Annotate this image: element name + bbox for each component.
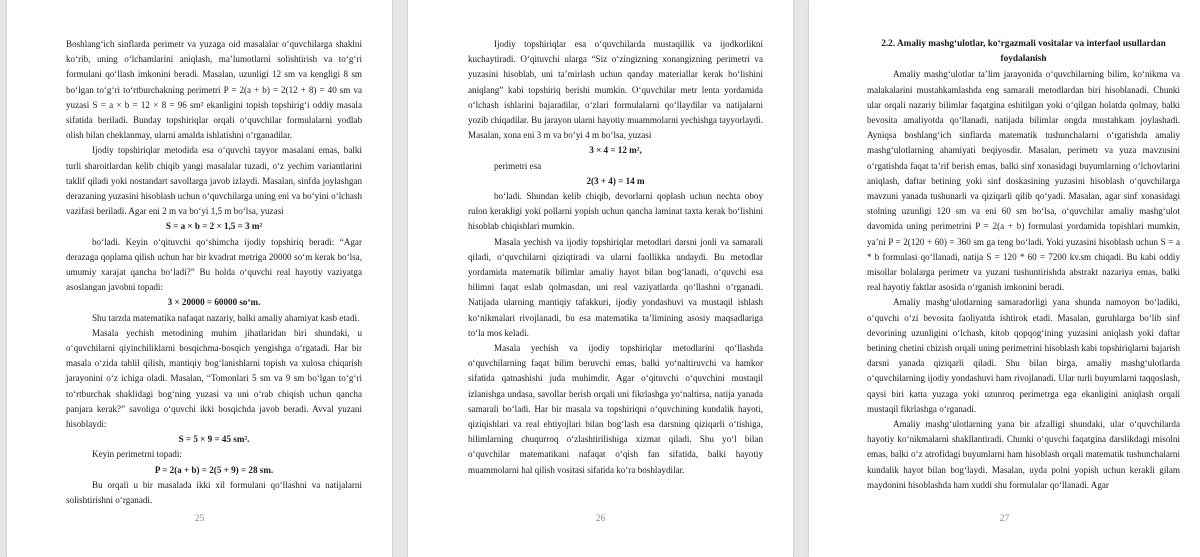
document-page-27 <box>809 0 1200 557</box>
page-number: 26 <box>595 514 606 524</box>
paragraph: Keyin perimetrni topadi: <box>92 449 182 460</box>
paragraph: bo‘ladi. Keyin o‘qituvchi qo‘shimcha ijodiy topshiriq beradi: “Agar derazaga qoplama qilish uchun har bir kvadrat metriga 20000 so‘m kerak bo‘lsa, umumiy xarajat qancha bo‘ladi?” Bu holda o‘quvchi real hayotiy vaziyatga asoslangan javobni topadi: <box>66 236 362 293</box>
page-body <box>66 37 362 508</box>
formula: S = a × b = 2 × 1,5 = 3 m² <box>165 221 263 232</box>
paragraph: Ijodiy topshiriqlar esa o‘quvchilarda mustaqillik va ijodkorlikni kuchaytiradi. O‘qituvchi ularga “Siz o‘zingizning xonangizning perimetri va yuzasini hisoblab, uni ta’mirlash uchun qanday materiallar kerak bo‘lishini aniqlang” kabi topshiriq berishi mumkin. O‘quvchilar metr lenta yordamida o‘lchash ishlarini bajaradilar, o‘zlari formulalarni qo‘llaydilar va natijalarni yozib chiqadilar. Bu jarayon ularni hayotiy muammolarni yechishga tayyorlaydi. Masalan, xona eni 3 m va bo‘yi 4 m bo‘lsa, yuzasi <box>468 39 763 141</box>
paragraph: bo‘ladi. Shundan kelib chiqib, devorlarni qoplash uchun nechta oboy rulon kerakligi yoki pollarni yopish uchun qancha laminat taxta kerak bo‘lishini hisoblab chiqishlari mumkin. <box>468 191 763 232</box>
document-page-25 <box>7 0 392 557</box>
document-page-26 <box>408 0 793 557</box>
paragraph: Ijodiy topshiriqlar metodida esa o‘quvchi tayyor masalani emas, balki turli sharoitlardan kelib chiqib yangi masalalar tuzadi, o‘z yechim variantlarini taklif qiladi yoki nostandart savollarga javob izlaydi. Masalan, sinfda joylashgan derazaning yuzasini hisoblash uchun o‘quvchilarga uning eni va bo‘yini o‘lchash vazifasi beriladi. Agar eni 2 m va bo‘yi 1,5 m bo‘lsa, yuzasi <box>66 145 362 217</box>
page-body <box>867 37 1180 493</box>
paragraph: Boshlang‘ich sinflarda perimetr va yuzaga oid masalalar o‘quvchilarga shaklni ko‘rib, uning o‘lchamlarini aniqlash, ma’lumotlarni solishtirish va to‘g‘ri formulani qo‘llash imkonini beradi. Masalan, uzunligi 12 sm va kengligi 8 sm bo‘lgan to‘g‘ri to‘rtburchakning perimetri P = 2(a + b) = 2(12 + 8) = 40 sm va yuzasi S = a × b = 12 × 8 = 96 sm² ekanligini topish topshirig‘i oddiy masala sifatida beriladi. Bunday topshiriqlar orqali o‘quvchilar formulalarni yodlab olish bilan cheklanmay, ularni amalda ishlatishni o‘rganadilar. <box>66 39 362 141</box>
section-heading: 2.2. Amaliy mashg‘ulotlar, ko‘rgazmali vositalar va interfaol usullardan foydalanish <box>881 39 1166 65</box>
formula: 3 × 4 = 12 m², <box>589 145 642 156</box>
formula: S = 5 × 9 = 45 sm². <box>178 434 250 445</box>
paragraph: Masala yechish va ijodiy topshiriqlar metodlarini qo‘llashda o‘quvchilarning faqat bilim beruvchi emas, balki yo‘naltiruvchi va hamkor sifatida qatnashishi juda muhimdir. Agar o‘qituvchi o‘quvchini mustaqil izlanishga undasa, savollar berish orqali uni fikrlashga yo‘naltirsa, natija yanada samarali bo‘ladi. Har bir masala va topshiriqni o‘quvchining kundalik hayoti, qiziqishlari va real ehtiyojlari bilan bog‘lash esa darsning qiziqarli o‘tishiga, bilimlarning chuqurroq o‘zlashtirilishiga xizmat qiladi. Shu yo‘l bilan o‘quvchilar matematikani nafaqat o‘qish fan sifatida, balki hayotiy muammolarni hal qilish vositasi sifatida ko‘ra boshlaydilar. <box>468 343 763 475</box>
formula: 2(3 + 4) = 14 m <box>586 175 645 186</box>
formula: 3 × 20000 = 60000 so‘m. <box>167 297 261 308</box>
paragraph: Amaliy mashg‘ulotlar ta’lim jarayonida o‘quvchilarning bilim, ko‘nikma va malakalarini mustahkamlashda eng samarali metodlardan biri hisoblanadi. Chunki ular orqali nazariy bilimlar faqatgina eshitilgan yoki o‘qilgan holatda qolmay, balki bevosita amaliyotda qo‘llanadi, natijada bilimlar ongda mustahkam joylashadi. Ayniqsa boshlang‘ich sinflarda matematik tushunchalarni o‘rgatishda amaliy mashg‘ulotlarning ahamiyati beqiyosdir. Masalan, perimetr va yuza mavzusini o‘rgatishda faqat ta’rif berish emas, balki sinf xonasidagi buyumlarning o‘lchovlarini aniqlash, daftar betining yoki sinf doskasining yuzasini hisoblash o‘quvchilarga mavzuni yanada tushunarli va qiziqarli qilib qo‘yadi. Masalan, agar sinf xonasidagi stolning uzunligi 120 sm va eni 60 sm bo‘lsa, o‘quvchilar amaliy mashg‘ulot davomida uning perimetrini P = 2(a + b) formulasi yordamida topishlari mumkin, ya’ni P = 2(120 + 60) = 360 sm ga teng bo‘ladi. Yoki yuzasini hisoblash uchun S = a * b formulasi qo‘llanadi, natija S = 120 * 60 = 7200 kv.sm chiqadi. Bu kabi oddiy misollar bolalarga perimetr va yuzani tushuntirishda abstrakt nazariya emas, balki real hayotiy faktlar asosida o‘rganish imkonini beradi. <box>867 69 1180 293</box>
formula: P = 2(a + b) = 2(5 + 9) = 28 sm. <box>154 464 274 475</box>
page-number: 27 <box>999 514 1010 524</box>
paragraph: perimetri esa <box>494 160 542 171</box>
page-number: 25 <box>194 514 205 524</box>
paragraph: Amaliy mashg‘ulotlarning yana bir afzalligi shundaki, ular o‘quvchilarda hayotiy ko‘nikmalarni shakllantiradi. Chunki o‘quvchi faqatgina darslikdagi misolni emas, balki o‘z atrofidagi buyumlarni ham hisoblash orqali matematik tushunchalarni kundalik hayot bilan bog‘laydi. Masalan, uyda polni yopish uchun kerakli gilam maydonini hisoblashda ham xuddi shu formulalar qo‘llanadi. Agar <box>867 419 1180 490</box>
paragraph: Amaliy mashg‘ulotlarning samaradorligi yana shunda namoyon bo‘ladiki, o‘quvchi o‘zi bevosita faoliyatda ishtirok etadi. Masalan, guruhlarga bo‘lib sinf devorining uzunligini o‘lchash, kitob qopqog‘ining yuzasini aniqlash yoki daftar betining chetini chizish orqali uning perimetrini hisoblash kabi topshiriqlarni bajarish darsni yanada qiziqarli qiladi. Shu bilan birga, amaliy mashg‘ulotlarda o‘quvchilarning ijodiy yondashuvi ham rivojlanadi. Ular turli buyumlarni taqqoslash, qaysi biri katta yuzaga yoki uzunroq perimetrga ega ekanligini aniqlash orqali mustaqil fikrlashga o‘rganadi. <box>867 297 1180 414</box>
paragraph: Masala yechish metodining muhim jihatlaridan biri shundaki, u o‘quvchilarni qiyinchiliklarni bosqichma-bosqich yengishga o‘rgatadi. Har bir masala o‘zida tahlil qilish, mantiqiy bog‘lanishlarni topish va xulosa chiqarish jarayonini o‘z ichiga oladi. Masalan, “Tomonlari 5 sm va 9 sm bo‘lgan to‘g‘ri to‘rtburchak shaklidagi bog‘ning yuzasi va uni o‘rab chiqish uchun qancha panjara kerak?” savoliga o‘quvchi ikki bosqichda javob beradi. Avval yuzani hisoblaydi: <box>66 327 362 430</box>
paragraph: Bu orqali u bir masalada ikki xil formulani qo‘llashni va natijalarni solishtirishni o‘rganadi. <box>66 479 362 506</box>
paragraph: Shu tarzda matematika nafaqat nazariy, balki amaliy ahamiyat kasb etadi. <box>92 312 360 323</box>
page-body <box>468 37 763 478</box>
paragraph: Masala yechish va ijodiy topshiriqlar metodlari darsni jonli va samarali qiladi, o‘quvchilarni qiziqtiradi va ularni faollikka undaydi. Bu metodlar yordamida matematik bilimlar amaliy hayot bilan bog‘lanadi, o‘quvchi esa bilimni faqat eslab qolmasdan, uni real vaziyatlarda qo‘llashni o‘rganadi. Natijada ularning mantiqiy tafakkuri, ijodiy yondashuvi va mustaqil ishlash ko‘nikmalari rivojlanadi, bu esa matematika ta’limining asosiy maqsadlariga to‘la mos keladi. <box>468 236 763 338</box>
